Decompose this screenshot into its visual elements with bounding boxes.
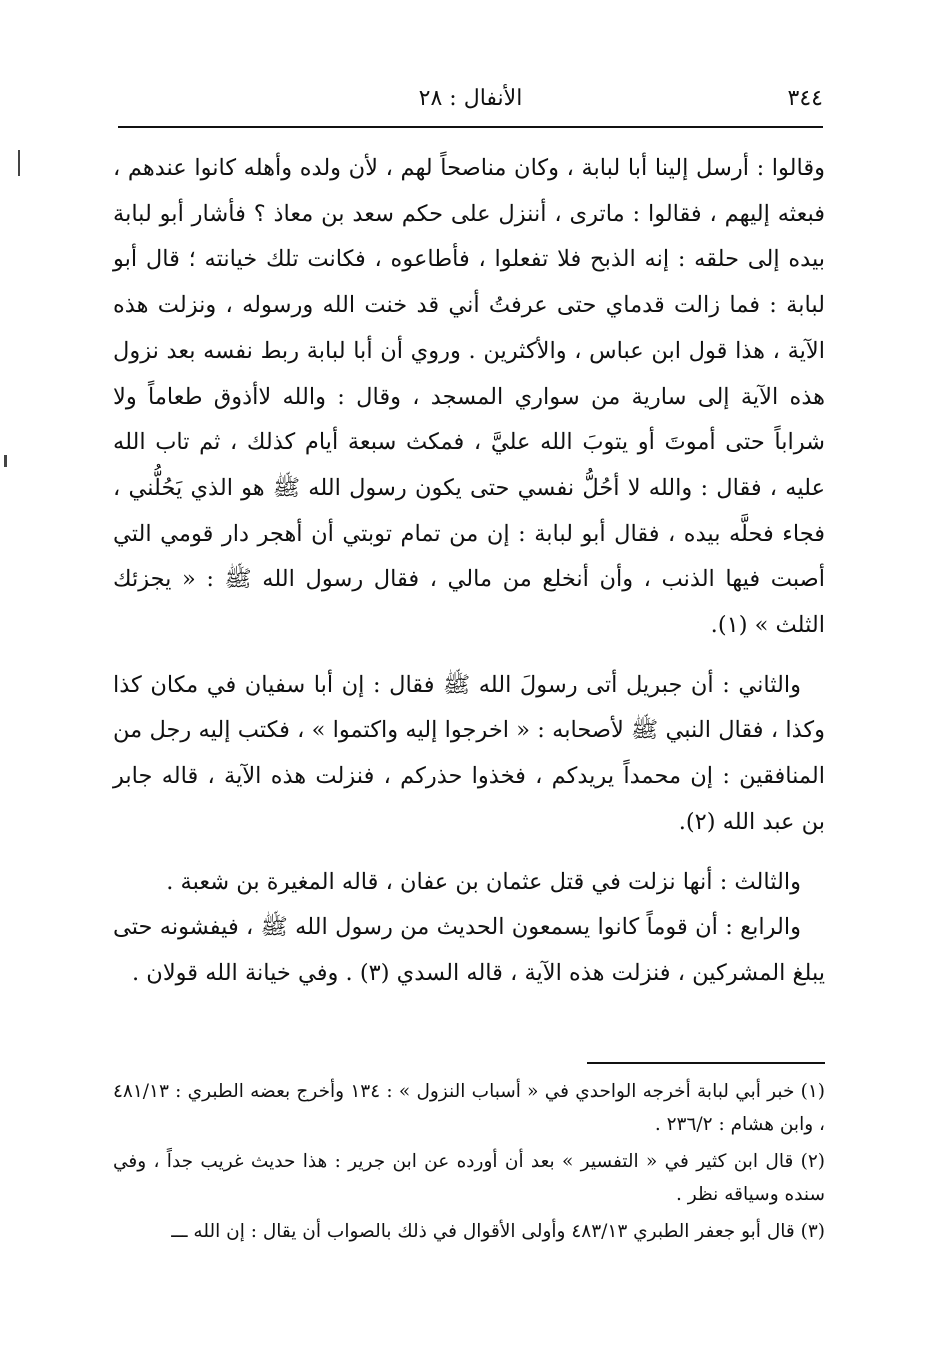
main-text (113, 146, 825, 997)
paragraph: وقالوا : أرسل إلينا أبا لبابة ، وكان مناصحاً لهم ، لأن ولده وأهله كانوا عندهم ، فبعثه إليهم ، فقالوا : ماترى ، أننزل على حكم سعد بن معاذ ؟ فأشار أبو لبابة بيده إلى حلقه : إنه الذبح فلا تفعلوا ، فأطاعوه ، فكانت تلك خيانته ؛ قال أبو لبابة : فما زالت قدماي حتى عرفتُ أني قد خنت الله ورسوله ، ونزلت هذه الآية ، هذا قول ابن عباس ، والأكثرين . وروي أن أبا لبابة ربط نفسه بعد نزول هذه الآية إلى سارية من سواري المسجد ، وقال : والله لاأذوق طعاماً ولا شراباً حتى أموتَ أو يتوبَ الله عليَّ ، فمكث سبعة أيام كذلك ، ثم تاب الله عليه ، فقال : والله لا أحُلُّ نفسي حتى يكون رسول الله ﷺ هو الذي يَحُلُّني ، فجاء فحلَّه بيده ، فقال أبو لبابة : إن من تمام توبتي أن أهجر دار قومي التي أصبت فيها الذنب ، وأن أنخلع من مالي ، فقال رسول الله ﷺ : « يجزئك الثلث » (١). (113, 155, 825, 639)
header-rule (118, 126, 823, 128)
page-number: ٣٤٤ (787, 86, 823, 111)
scan-edge-mark (18, 150, 20, 176)
footnotes (113, 1075, 825, 1252)
paragraph: والثاني : أن جبريل أتى رسولَ الله ﷺ فقال : إن أبا سفيان في مكان كذا وكذا ، فقال النبي ﷺ لأصحابه : « اخرجوا إليه واكتموا » ، فكتب إليه رجل من المنافقين : إن محمداً يريدكم ، فخذوا حذركم ، فنزلت هذه الآية ، قاله جابر بن عبد الله (٢). (113, 671, 825, 835)
paragraph: والثالث : أنها نزلت في قتل عثمان بن عفان ، قاله المغيرة بن شعبة . (166, 868, 801, 895)
footnote: (٢) قال ابن كثير في « التفسير » بعد أن أورده عن ابن جرير : هذا حديث غريب جداً ، وفي سنده وسياقه نظر . (113, 1151, 825, 1205)
running-header (118, 82, 823, 122)
running-title: الأنفال : ٢٨ (418, 86, 523, 111)
footnote-rule (587, 1062, 825, 1064)
paragraph: والرابع : أن قوماً كانوا يسمعون الحديث من رسول الله ﷺ ، فيفشونه حتى يبلغ المشركين ، فنزلت هذه الآية ، قاله السدي (٣) . وفي خيانة الله قولان . (113, 914, 825, 986)
footnote: (١) خبر أبي لبابة أخرجه الواحدي في « أسباب النزول » : ١٣٤ وأخرج بعضه الطبري : ٤٨١/١٣ ، وابن هشام : ٢٣٦/٢ . (113, 1081, 826, 1135)
scan-edge-mark (4, 455, 7, 467)
footnote: (٣) قال أبو جعفر الطبري ٤٨٣/١٣ وأولى الأقوال في ذلك بالصواب أن يقال : إن الله ـــ (171, 1221, 825, 1242)
